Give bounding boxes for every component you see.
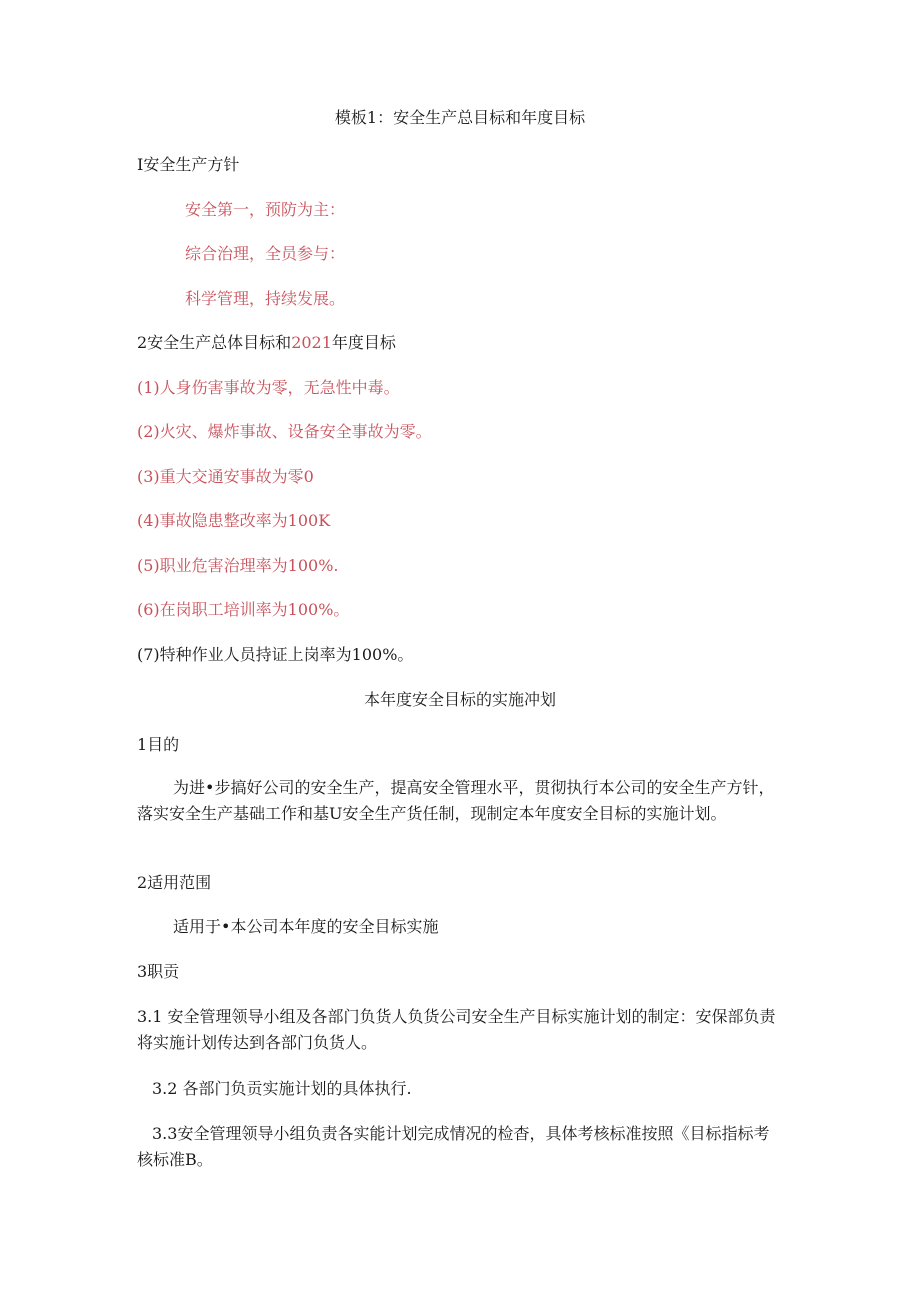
target-item-2: (2)火灾、爆炸事故、设备安全事故为零。	[137, 422, 432, 441]
purpose-heading: 1目的	[137, 735, 180, 754]
scope-heading: 2适用范围	[137, 873, 212, 892]
section2-heading	[137, 333, 396, 353]
policy-item-2: 综合治理，全员参与：	[185, 244, 346, 263]
section2-heading-year: 2021	[291, 333, 332, 352]
duty-3-1-paragraph: 3.1 安全管理领导小组及各部门负货人负货公司安全生产目标实施计划的制定：安保部负责将实施计划传达到各部门负货人。	[137, 1007, 776, 1052]
target-item-1: (1)人身伤害事故为零，无急性中毒。	[137, 378, 400, 397]
purpose-paragraph: 为进•步搞好公司的安全生产，提高安全管理水平，贯彻执行本公司的安全生产方针，落实安全生产基础工作和基U安全生产货任制，现制定本年度安全目标的实施计划。	[137, 778, 775, 823]
section1-heading: I安全生产方针	[137, 155, 240, 174]
section2-heading-suffix: 年度目标	[331, 333, 396, 352]
duty-3-2-paragraph: 3.2 各部门负贡实施计划的具体执行.	[152, 1079, 412, 1098]
duty-3-3-paragraph: 3.3安全管理领导小组负责各实能计划完成情况的检杳，具体考核标准按照《目标指标考核标准B。	[137, 1124, 770, 1169]
target-item-7: (7)特种作业人员持证上岗率为100%。	[137, 645, 414, 664]
target-item-5: (5)职业危害治理率为100%.	[137, 556, 339, 575]
policy-item-3: 科学管理，持续发展。	[185, 289, 346, 308]
target-item-4: (4)事故隐患整改率为100K	[137, 511, 331, 530]
policy-item-1: 安全第一，预防为主：	[185, 200, 346, 219]
duty-heading: 3职贡	[137, 962, 180, 981]
target-item-6: (6)在岗职工培训率为100%。	[137, 600, 350, 619]
section2-heading-prefix: 2安全生产总体目标和	[137, 333, 292, 352]
plan-title: 本年度安全目标的实施冲划	[363, 690, 556, 709]
target-item-3: (3)重大交通安事故为零0	[137, 467, 314, 486]
document-title: 模板1：安全生产总目标和年度目标	[334, 108, 586, 127]
scope-paragraph: 适用于•本公司本年度的安全目标实施	[173, 917, 439, 936]
